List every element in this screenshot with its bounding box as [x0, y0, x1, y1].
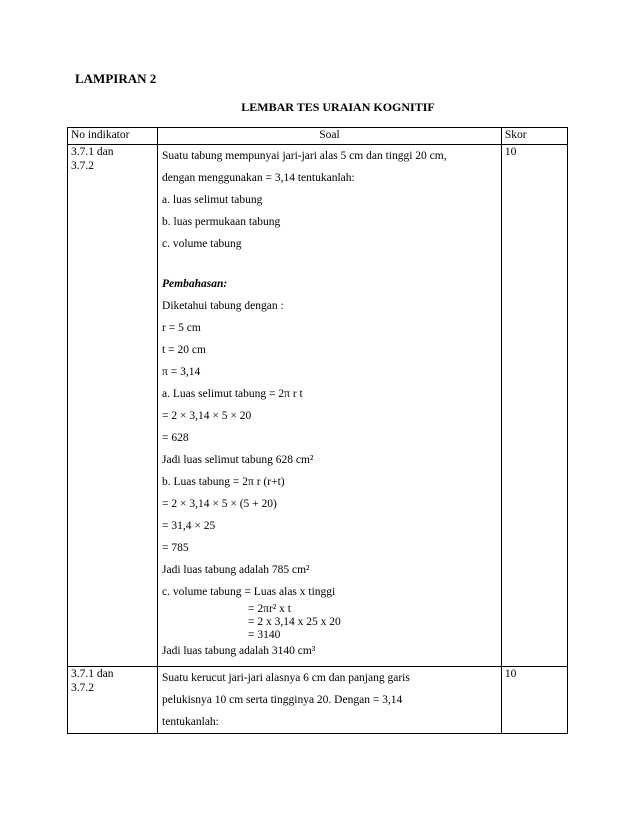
- pembahasan-line: = 2 × 3,14 × 5 × (5 + 20): [162, 498, 277, 510]
- soal-line: dengan menggunakan = 3,14 tentukanlah:: [162, 172, 355, 184]
- soal-line: Suatu kerucut jari-jari alasnya 6 cm dan panjang garis: [162, 672, 410, 684]
- table-row: [68, 667, 568, 734]
- page-title: LEMBAR TES URAIAN KOGNITIF: [241, 100, 435, 114]
- row2-soal-lines: [162, 667, 498, 733]
- header-skor: Skor: [501, 128, 567, 145]
- volume-step: = 2 x 3,14 x 25 x 20: [248, 616, 341, 628]
- volume-step: = 3140: [248, 629, 281, 641]
- row2-indikator-line: 3.7.1 dan: [71, 668, 114, 680]
- pembahasan-line: r = 5 cm: [162, 322, 201, 334]
- spacer: [162, 255, 498, 273]
- soal-line: tentukanlah:: [162, 716, 219, 728]
- row1-skor: 10: [501, 145, 567, 667]
- row1-indikator-line: 3.7.2: [71, 160, 94, 172]
- pembahasan-line: Jadi luas selimut tabung 628 cm²: [162, 454, 314, 466]
- pembahasan-line: π = 3,14: [162, 366, 201, 378]
- row2-soal-cell: [158, 667, 502, 734]
- pembahasan-line: = 2 × 3,14 × 5 × 20: [162, 410, 252, 422]
- pembahasan-line: = 31,4 × 25: [162, 520, 216, 532]
- pembahasan-line: Diketahui tabung dengan :: [162, 300, 284, 312]
- soal-line: pelukisnya 10 cm serta tingginya 20. Dengan = 3,14: [162, 694, 403, 706]
- table-header-row: [68, 128, 568, 145]
- row1-soal-cell: [158, 145, 502, 667]
- row2-skor: 10: [501, 667, 567, 734]
- pembahasan-line: = 628: [162, 432, 189, 444]
- volume-conclusion: Jadi luas tabung adalah 3140 cm³: [162, 645, 316, 657]
- pembahasan-line: Jadi luas tabung adalah 785 cm²: [162, 564, 310, 576]
- lampiran-label: LAMPIRAN 2: [75, 71, 157, 86]
- pembahasan-line: b. Luas tabung = 2π r (r+t): [162, 476, 285, 488]
- soal-line: a. luas selimut tabung: [162, 194, 263, 206]
- row2-indikator-cell: [68, 667, 158, 734]
- pembahasan-label: Pembahasan:: [162, 278, 228, 290]
- pembahasan-line: c. volume tabung = Luas alas x tinggi: [162, 586, 336, 598]
- soal-line: Suatu tabung mempunyai jari-jari alas 5 cm dan tinggi 20 cm,: [162, 150, 447, 162]
- row1-indikator-cell: [68, 145, 158, 667]
- pembahasan-line: t = 20 cm: [162, 344, 206, 356]
- header-no-indikator: No indikator: [68, 128, 158, 145]
- soal-line: b. luas permukaan tabung: [162, 216, 281, 228]
- pembahasan-line: a. Luas selimut tabung = 2π r t: [162, 388, 303, 400]
- row1-soal-lines: [162, 145, 498, 666]
- row1-indikator-line: 3.7.1 dan: [71, 146, 114, 158]
- soal-line: c. volume tabung: [162, 238, 242, 250]
- table-row: [68, 145, 568, 667]
- test-table: [67, 127, 568, 734]
- volume-step: = 2πr² x t: [248, 603, 291, 615]
- pembahasan-line: = 785: [162, 542, 189, 554]
- header-soal: Soal: [158, 128, 502, 145]
- row2-indikator-line: 3.7.2: [71, 682, 94, 694]
